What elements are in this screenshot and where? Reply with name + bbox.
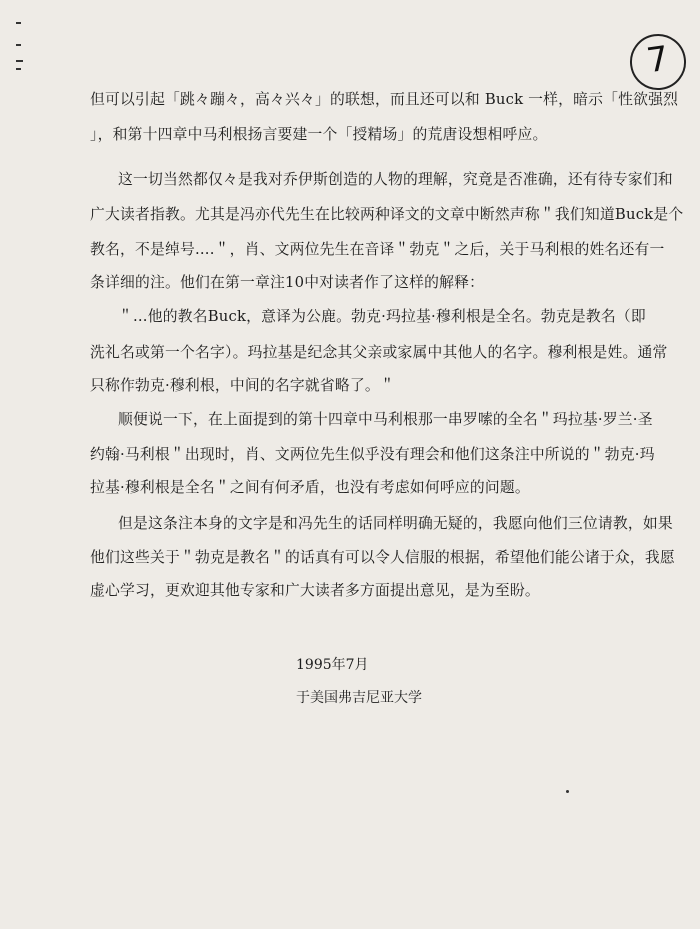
stray-mark [566,790,569,793]
signature-place: 于美国弗吉尼亚大学 [296,690,422,706]
text-line: 拉基·穆利根是全名＂之间有何矛盾，也没有考虑如何呼应的问题。 [90,479,530,496]
text-line: 这一切当然都仅々是我对乔伊斯创造的人物的理解，究竟是否准确，还有待专家们和 [118,171,673,188]
text-line: 广大读者指教。尤其是冯亦代先生在比较两种译文的文章中断然声称＂我们知道Buck是个 [90,206,684,223]
text-line: 教名，不是绰号....＂，肖、文两位先生在音译＂勃克＂之后，关于马利根的姓名还有一 [90,241,665,258]
text-line: 洗礼名或第一个名字）。玛拉基是纪念其父亲或家属中其他人的名字。穆利根是姓。通常 [90,344,668,361]
text-line: 只称作勃克·穆利根，中间的名字就省略了。＂ [90,377,395,394]
text-line: 约翰·马利根＂出现时，肖、文两位先生似乎没有理会和他们这条注中所说的＂勃克·玛 [90,446,655,463]
text-line: 条详细的注。他们在第一章注10中对读者作了这样的解释： [90,274,485,291]
text-line: 但是这条注本身的文字是和冯先生的话同样明确无疑的，我愿向他们三位请教，如果 [118,515,673,532]
text-line: 虚心学习，更欢迎其他专家和广大读者多方面提出意见，是为至盼。 [90,582,540,599]
signature-date: 1995年7月 [296,657,369,673]
text-line: 但可以引起「跳々蹦々，高々兴々」的联想，而且还可以和 Buck 一样，暗示「性欲强烈 [90,91,679,108]
text-line: 」，和第十四章中马利根扬言要建一个「授精场」的荒唐设想相呼应。 [90,126,548,143]
margin-marks [14,22,28,82]
page-number: 7 [626,30,689,93]
text-line: 顺便说一下，在上面提到的第十四章中马利根那一串罗嗦的全名＂玛拉基·罗兰·圣 [118,411,653,428]
text-line: 他们这些关于＂勃克是教名＂的话真有可以令人信服的根据，希望他们能公诸于众，我愿 [90,549,675,566]
text-line: ＂...他的教名Buck，意译为公鹿。勃克·玛拉基·穆利根是全名。勃克是教名（即 [118,308,646,325]
